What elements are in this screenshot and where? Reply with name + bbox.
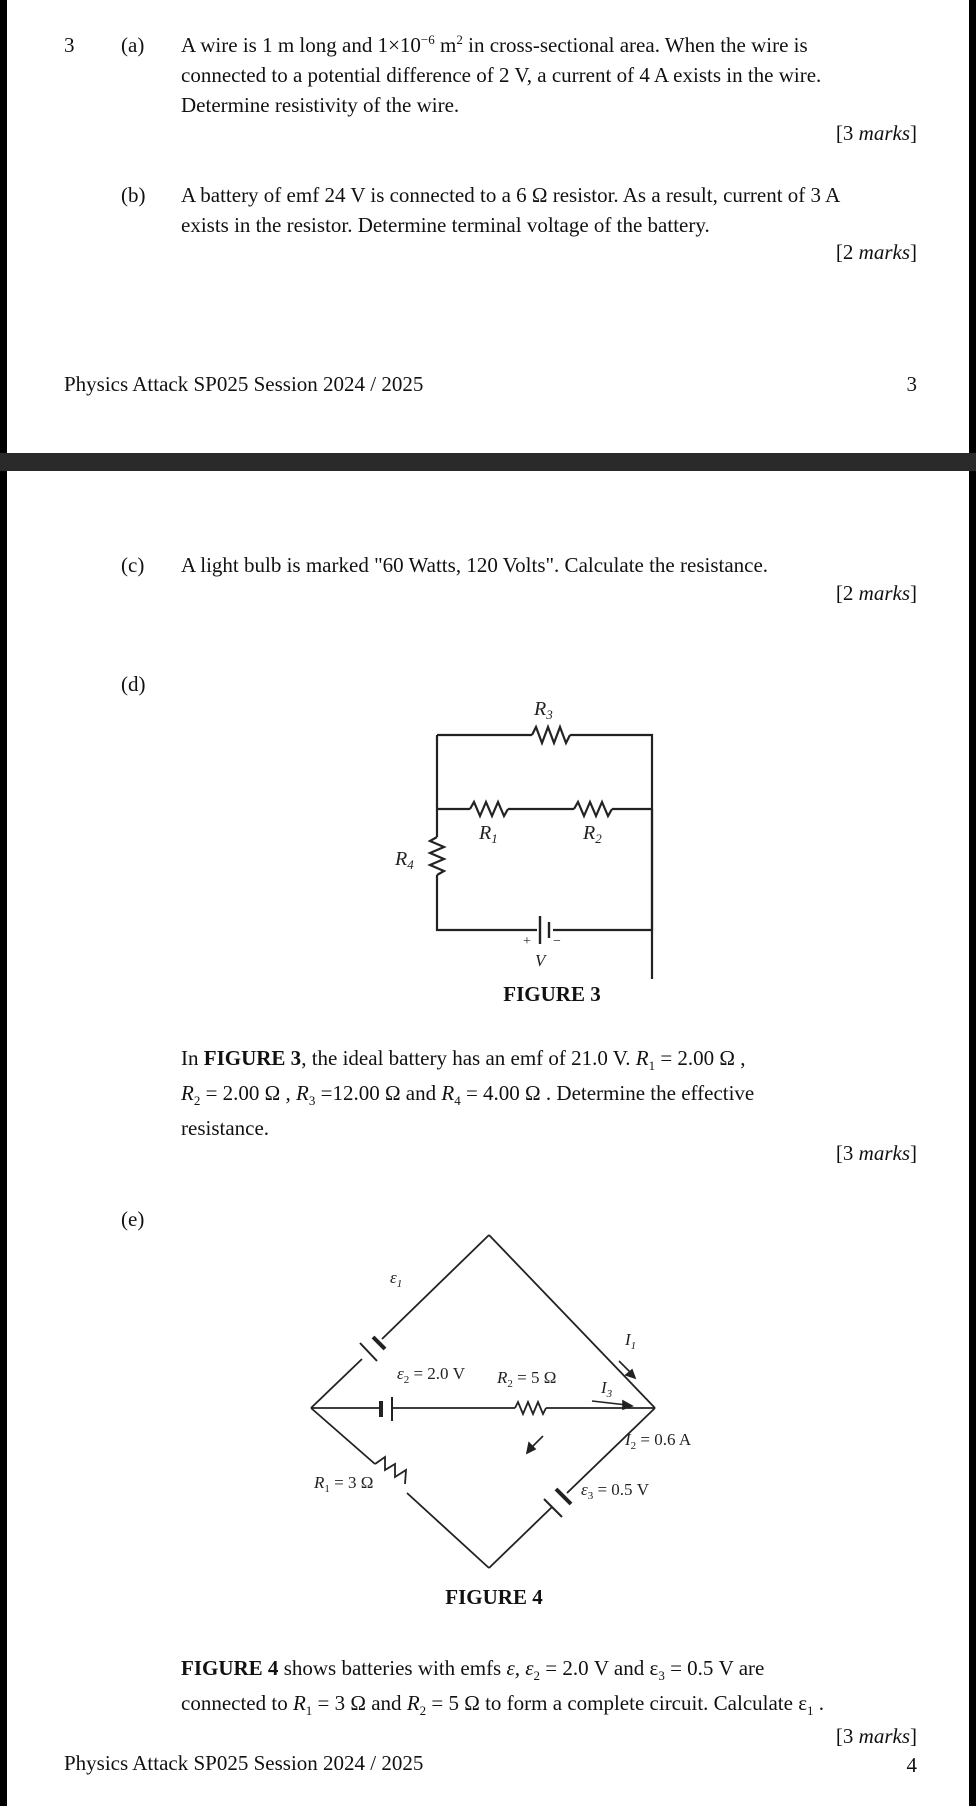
label-eps3: $\varepsilon_3 = 0.5$ V: [581, 1480, 650, 1502]
label-eps1: $\varepsilon_1$: [390, 1268, 403, 1290]
part-c-label: (c): [121, 553, 145, 577]
part-a-text: A wire is 1 m long and $1\times 10^{-6}$ $m^2$ in cross-sectional area. When the wire is connected to a potential difference of 2 V, a current of 4 A exists in the wire. Determine resistivity of the wire.: [181, 32, 822, 117]
part-e-label: (e): [121, 1207, 145, 1231]
part-b-text: A battery of emf 24 V is connected to a 6 Ω resistor. As a result, current of 3 A exists in the resistor. Determine terminal voltage of the battery.: [181, 183, 841, 237]
label-r4: $R_4$: [395, 848, 414, 872]
part-a-label: (a): [121, 33, 145, 57]
label-i2: $I_2 = 0.6$ A: [625, 1430, 692, 1452]
part-b-marks: [2 marks]: [835, 240, 917, 264]
label-r2: $R_2$: [583, 822, 602, 846]
question-number: 3: [64, 33, 75, 57]
figure-4-caption: FIGURE 4: [445, 1585, 543, 1609]
document-page-3: [7, 0, 969, 453]
part-e-text: FIGURE 4 shows batteries with emfs ε, $\varepsilon_2 = 2.0$ V and $\varepsilon_3 = 0.5$ V are connected to $R_1 = 3$ Ω and $R_2 = 5$ Ω to form a complete circuit. Calculate $\varepsilon_1$ .: [181, 1656, 825, 1719]
battery-e1-long-plate-icon: [360, 1343, 377, 1361]
page-footer-left: Physics Attack SP025 Session 2024 / 2025: [64, 372, 424, 396]
label-r2: $R_2 = 5$ Ω: [497, 1368, 557, 1390]
resistor-r2-icon: [515, 1402, 546, 1414]
part-b-label: (b): [121, 183, 146, 207]
page-number: 4: [906, 1753, 917, 1777]
label-eps2: $\varepsilon_2 = 2.0$ V: [397, 1364, 466, 1386]
resistor-r3-icon: [532, 727, 570, 743]
figure-3-caption: FIGURE 3: [503, 982, 601, 1006]
label-v: V: [535, 951, 546, 970]
part-d-text: In FIGURE 3, the ideal battery has an emf of 21.0 V. $R_1 = 2.00$ Ω , $R_2 = 2.00$ Ω , $R_3 =12.00$ Ω and $R_4 = 4.00$ Ω . Determine the effective resistance.: [181, 1046, 755, 1140]
document-page-4: [7, 471, 969, 1806]
part-d-marks: [3 marks]: [835, 1141, 917, 1165]
resistor-r4-icon: [430, 837, 444, 875]
label-r1: $R_1 = 3$ Ω: [314, 1473, 374, 1495]
resistor-r1-icon: [375, 1457, 406, 1484]
label-r1: $R_1$: [479, 822, 498, 846]
left-wire-bottom: [437, 875, 537, 930]
figure-3-circuit: [377, 689, 667, 979]
resistor-r1-icon: [470, 802, 508, 816]
current-i1-arrowhead-icon: [626, 1370, 635, 1378]
battery-plus-sign: +: [523, 934, 531, 949]
figure-4-circuit: [287, 1231, 727, 1591]
label-i3: $I_3$: [601, 1378, 613, 1400]
page-number: 3: [906, 372, 917, 396]
resistor-r2-icon: [574, 802, 612, 816]
part-a-marks: [3 marks]: [835, 121, 917, 145]
part-c-marks: [2 marks]: [835, 581, 917, 605]
top-wire-right: [570, 735, 652, 979]
part-c-text: A light bulb is marked "60 Watts, 120 Volts". Calculate the resistance.: [181, 553, 769, 577]
battery-minus-sign: −: [553, 934, 561, 949]
bottom-wire-right: [553, 809, 652, 930]
page-footer-left: Physics Attack SP025 Session 2024 / 2025: [64, 1751, 424, 1775]
part-d-label: (d): [121, 672, 146, 696]
part-e-marks: [3 marks]: [835, 1724, 917, 1748]
page-separator: [0, 453, 976, 471]
label-i1: $I_1$: [625, 1330, 637, 1352]
current-i3-arrow-icon: [592, 1401, 627, 1405]
label-r3: $R_3$: [534, 698, 553, 722]
battery-e3-long-plate-icon: [544, 1499, 562, 1517]
